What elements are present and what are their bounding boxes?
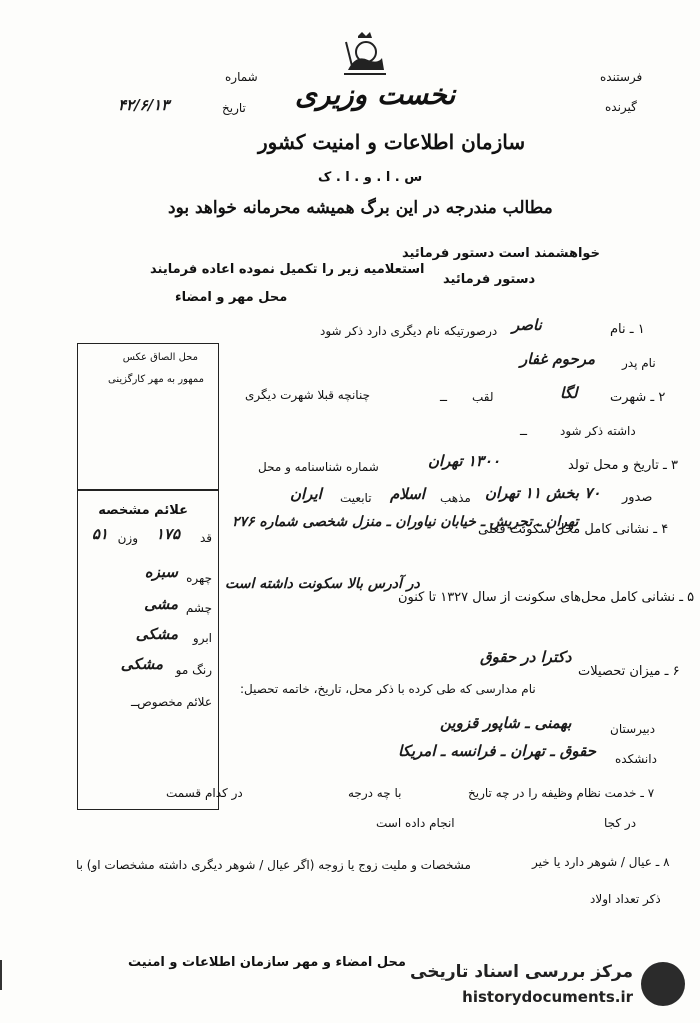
special-marks-value: ــ <box>130 695 138 709</box>
field-7-rank: با چه درجه <box>348 786 402 800</box>
issue-value: ۷۰ بخش ۱۱ تهران <box>485 484 601 502</box>
request-line-2: استعلامیه زیر را تکمیل نموده اعاده فرمایند <box>150 262 425 277</box>
field-5-value: در آدرس بالا سکونت داشته است <box>225 576 420 592</box>
field-2-value: لگا <box>560 384 578 402</box>
issue-label: صدور <box>622 490 653 505</box>
university-value: حقوق ـ تهران ـ فرانسه ـ امریکا <box>398 742 597 760</box>
photo-box-line-1: محل الصاق عکس <box>122 352 198 363</box>
field-4-value: تهران ـ تجریش ـ خیابان نیاوران ـ منزل شخصی شماره ۲۷۶ <box>232 514 579 530</box>
school-value: بهمنی ـ شاپور قزوین <box>440 714 572 732</box>
field-2-label: ۲ ـ شهرت <box>610 390 666 405</box>
field-1-value: ناصر <box>512 316 542 334</box>
date-value: ۴۲/۶/۱۳ <box>118 96 170 114</box>
field-1-label: ۱ ـ نام <box>610 322 645 337</box>
archive-logo-icon <box>641 962 685 1006</box>
nickname-value: ــ <box>440 390 448 404</box>
father-value: مرحوم غفار <box>520 350 596 368</box>
nickname-label: لقب <box>472 390 494 404</box>
previous-name-label-2: داشته ذکر شود <box>560 424 636 438</box>
nationality-label: تابعیت <box>340 491 372 505</box>
height-label: قد <box>199 531 212 545</box>
field-7-where: در کجا <box>604 816 637 830</box>
organization-title: سازمان اطلاعات و امنیت کشور <box>258 130 526 154</box>
field-3-label: ۳ ـ تاریخ و محل تولد <box>568 458 678 473</box>
request-line-1: خواهشمند است دستور فرمائید <box>402 246 600 261</box>
margin-mark <box>0 960 2 990</box>
lion-and-sun-emblem-icon <box>340 30 390 78</box>
height-value: ۱۷۵ <box>155 525 180 543</box>
field-6-value: دکترا در حقوق <box>480 648 572 666</box>
photo-box-line-2: ممهور به مهر کارگزینی <box>108 374 204 385</box>
face-label: چهره <box>186 571 212 585</box>
eye-value: مشی <box>144 595 178 613</box>
watermark <box>405 958 695 1020</box>
hair-value: مشکی <box>120 655 163 673</box>
photo-box <box>77 343 219 490</box>
field-7-done: انجام داده است <box>376 816 455 830</box>
number-label: شماره <box>225 70 258 84</box>
brow-label: ابرو <box>192 631 212 645</box>
hair-label: رنگ مو <box>175 663 212 677</box>
sender-label: فرستنده <box>600 70 643 84</box>
children-label: ذکر تعداد اولاد <box>590 892 661 906</box>
previous-name-label: چنانچه قبلا شهرت دیگری <box>245 388 371 402</box>
nationality-value: ایران <box>290 485 322 503</box>
father-label: نام پدر <box>622 356 656 370</box>
confidential-notice: مطالب مندرجه در این برگ همیشه محرمانه خواهد بود <box>168 198 553 218</box>
field-8-label: ۸ ـ عیال / شوهر دارد یا خیر <box>532 855 670 869</box>
signature-place-label: محل امضاء و مهر سازمان اطلاعات و امنیت <box>128 955 406 970</box>
field-6-label: ۶ ـ میزان تحصیلات <box>578 664 680 679</box>
field-4-label: ۴ ـ نشانی کامل محل سکونت فعلی <box>478 522 669 537</box>
weight-value: ۵۱ <box>91 525 108 543</box>
religion-value: اسلام <box>390 485 425 503</box>
school-label: دبیرستان <box>610 722 656 736</box>
field-6-note: نام مدارسی که طی کرده با ذکر محل، تاریخ، خاتمه تحصیل: <box>240 682 536 696</box>
attributes-box <box>77 490 219 810</box>
brow-value: مشکی <box>135 625 178 643</box>
seal-place-label: محل مهر و امضاء <box>175 290 288 305</box>
field-8-spouse: مشخصات و ملیت زوج یا زوجه (اگر عیال / شوهر دیگری داشته مشخصات او) با <box>76 858 471 872</box>
religion-label: مذهب <box>440 491 471 505</box>
reference-code: س . ا . و . ا . ک <box>318 170 423 185</box>
watermark-name: مرکز بررسی اسناد تاریخی <box>410 962 633 982</box>
eye-label: چشم <box>185 601 212 615</box>
attributes-title: علائم مشخصه <box>98 503 188 518</box>
field-3-value: ۱۳۰۰ تهران <box>428 452 501 470</box>
id-label: شماره شناسنامه و محل <box>258 460 379 474</box>
weight-label: وزن <box>117 531 138 545</box>
face-value: سبزه <box>144 563 178 581</box>
field-7-unit: در کدام قسمت <box>166 786 243 800</box>
field-5-label: ۵ ـ نشانی کامل محل‌های سکونت از سال ۱۳۲۷ تا کنون <box>398 590 695 605</box>
special-marks-label: علائم مخصوص <box>137 695 212 709</box>
watermark-url: historydocuments.ir <box>462 988 633 1006</box>
ministry-title: نخست وزیری <box>295 78 456 111</box>
date-label: تاریخ <box>222 101 246 115</box>
field-1-note: درصورتیکه نام دیگری دارد ذکر شود <box>320 324 498 338</box>
receiver-label: گیرنده <box>605 100 637 114</box>
previous-name-value: ــ <box>520 424 528 438</box>
request-line-3: دستور فرمائید <box>443 272 536 287</box>
field-7-label: ۷ ـ خدمت نظام وظیفه را در چه تاریخ <box>468 786 655 800</box>
university-label: دانشکده <box>615 752 657 766</box>
